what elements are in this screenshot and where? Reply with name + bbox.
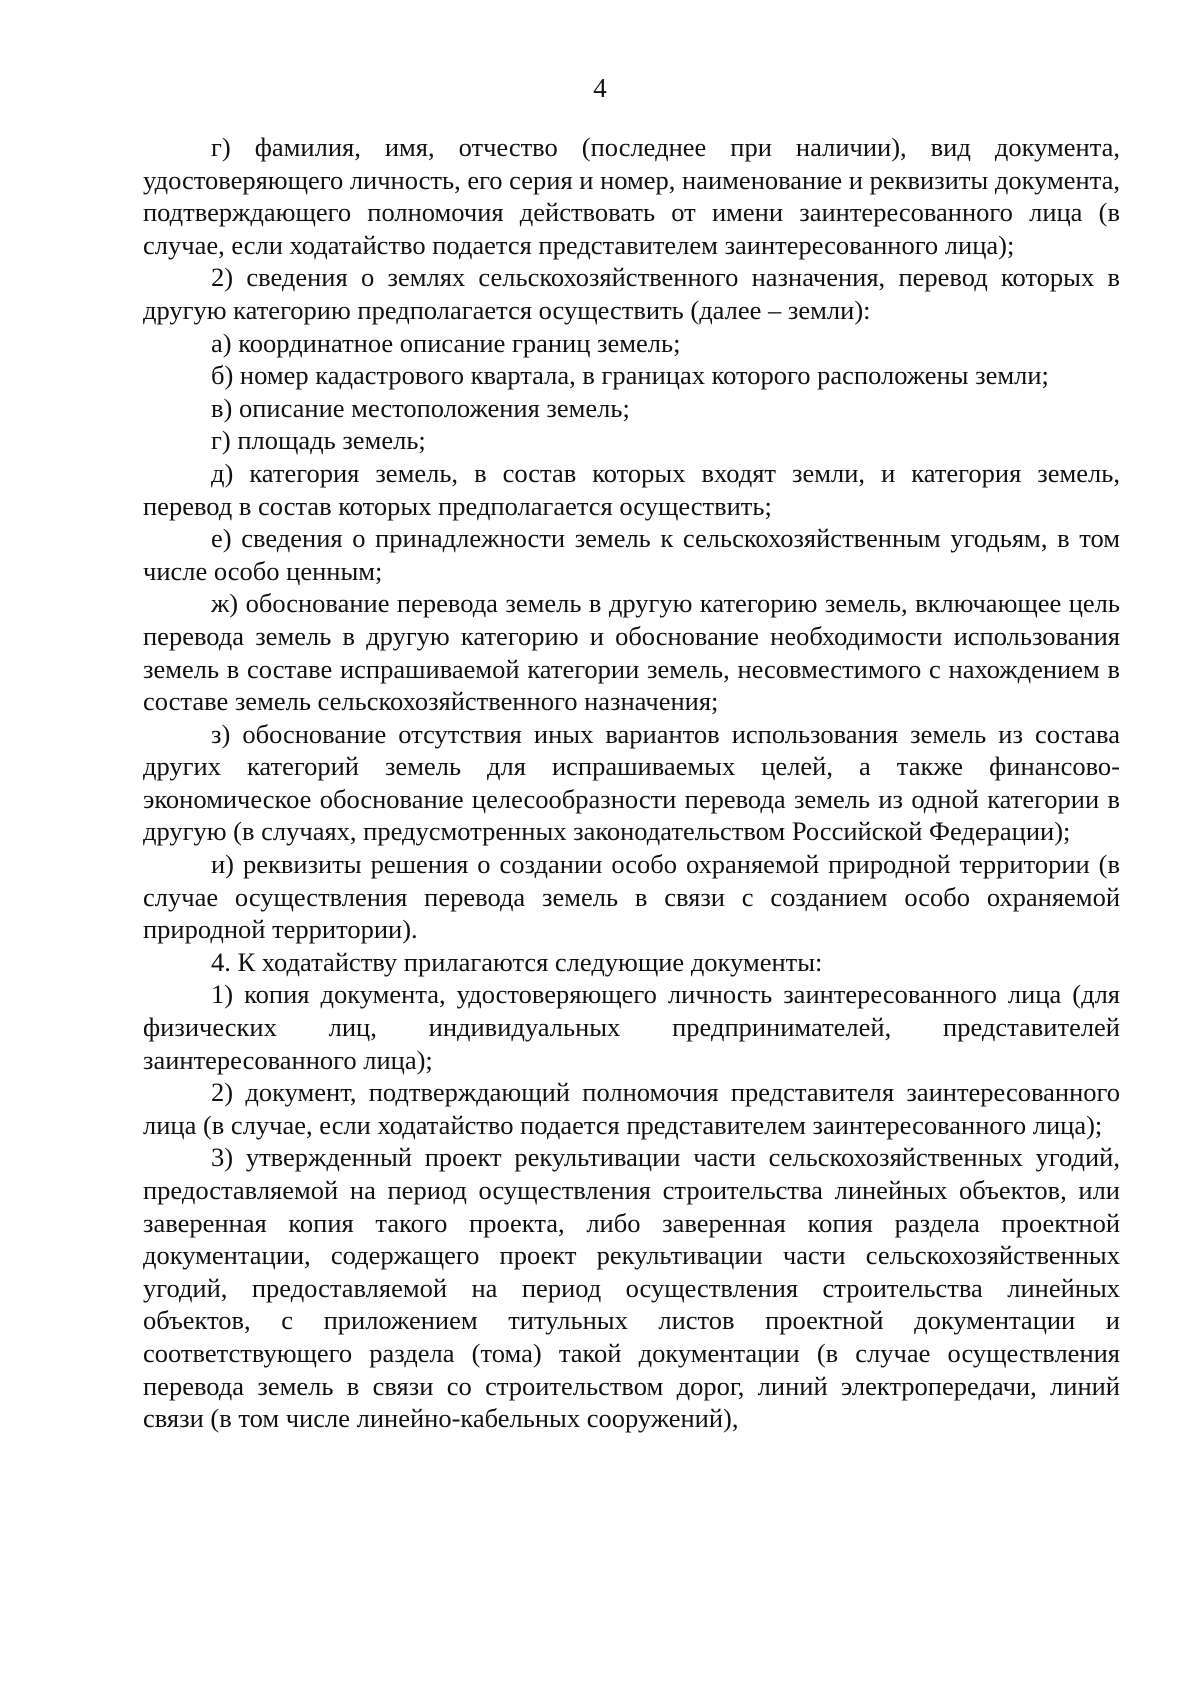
paragraph-3-reclamation-project: 3) утвержденный проект рекультивации части сельскохозяйственных угодий, предоставляемой на период осуществления строительства линейных объектов, или заверенная копия такого проекта, либо заверенная копия раздела проектной документации, содержащего проект рекультивации части сельскохозяйственных угодий, предоставляемой на период осуществления строительства линейных объектов, с приложением титульных листов проектной документации и соответствующего раздела (тома) такой документации (в случае осуществления перевода земель в связи со строительством дорог, линий электропередачи, линий связи (в том числе линейно-кабельных сооружений), <box>143 1142 1120 1434</box>
paragraph-2-land-info: 2) сведения о землях сельскохозяйственного назначения, перевод которых в другую категорию предполагается осуществить (далее – земли): <box>143 262 1120 325</box>
paragraph-v-location: в) описание местоположения земель; <box>211 392 630 423</box>
paragraph-zh-justification: ж) обоснование перевода земель в другую категорию земель, включающее цель перевода земель в другую категорию и обоснование необходимости использования земель в составе испрашиваемой категории земель, несовместимого с нахождением в составе земель сельскохозяйственного назначения; <box>143 588 1120 717</box>
paragraph-a-coordinates: а) координатное описание границ земель; <box>211 327 681 358</box>
paragraph-b-cadastral-quarter: б) номер кадастрового квартала, в границах которого расположены земли; <box>211 360 1049 391</box>
paragraph-1-identity-copy: 1) копия документа, удостоверяющего личность заинтересованного лица (для физических лиц, индивидуальных предпринимателей, представителей заинтересованного лица); <box>143 979 1120 1075</box>
document-body <box>143 131 1120 1435</box>
paragraph-z-no-alternatives: з) обоснование отсутствия иных вариантов использования земель из состава других категорий земель для испрашиваемых целей, а также финансово-экономическое обоснование целесообразности перевода земель из одной категории в другую (в случаях, предусмотренных законодательством Российской Федерации); <box>143 718 1120 847</box>
page-number: 4 <box>593 73 607 103</box>
paragraph-i-protected-territory: и) реквизиты решения о создании особо охраняемой природной территории (в случае осуществления перевода земель в связи с созданием особо охраняемой природной территории). <box>143 849 1120 945</box>
paragraph-2-authority-document: 2) документ, подтверждающий полномочия представителя заинтересованного лица (в случае, если ходатайство подается представителем заинтересованного лица); <box>143 1077 1120 1140</box>
paragraph-4-attached-documents: 4. К ходатайству прилагаются следующие документы: <box>211 946 823 977</box>
paragraph-e-agricultural-lands: е) сведения о принадлежности земель к сельскохозяйственным угодьям, в том числе особо ценным; <box>143 523 1120 586</box>
paragraph-g-applicant-name: г) фамилия, имя, отчество (последнее при наличии), вид документа, удостоверяющего личность, его серия и номер, наименование и реквизиты документа, подтверждающего полномочия действовать от имени заинтересованного лица (в случае, если ходатайство подается представителем заинтересованного лица); <box>143 132 1120 260</box>
paragraph-g-area: г) площадь земель; <box>211 425 426 456</box>
paragraph-d-category: д) категория земель, в состав которых входят земли, и категория земель, перевод в состав которых предполагается осуществить; <box>143 457 1120 521</box>
